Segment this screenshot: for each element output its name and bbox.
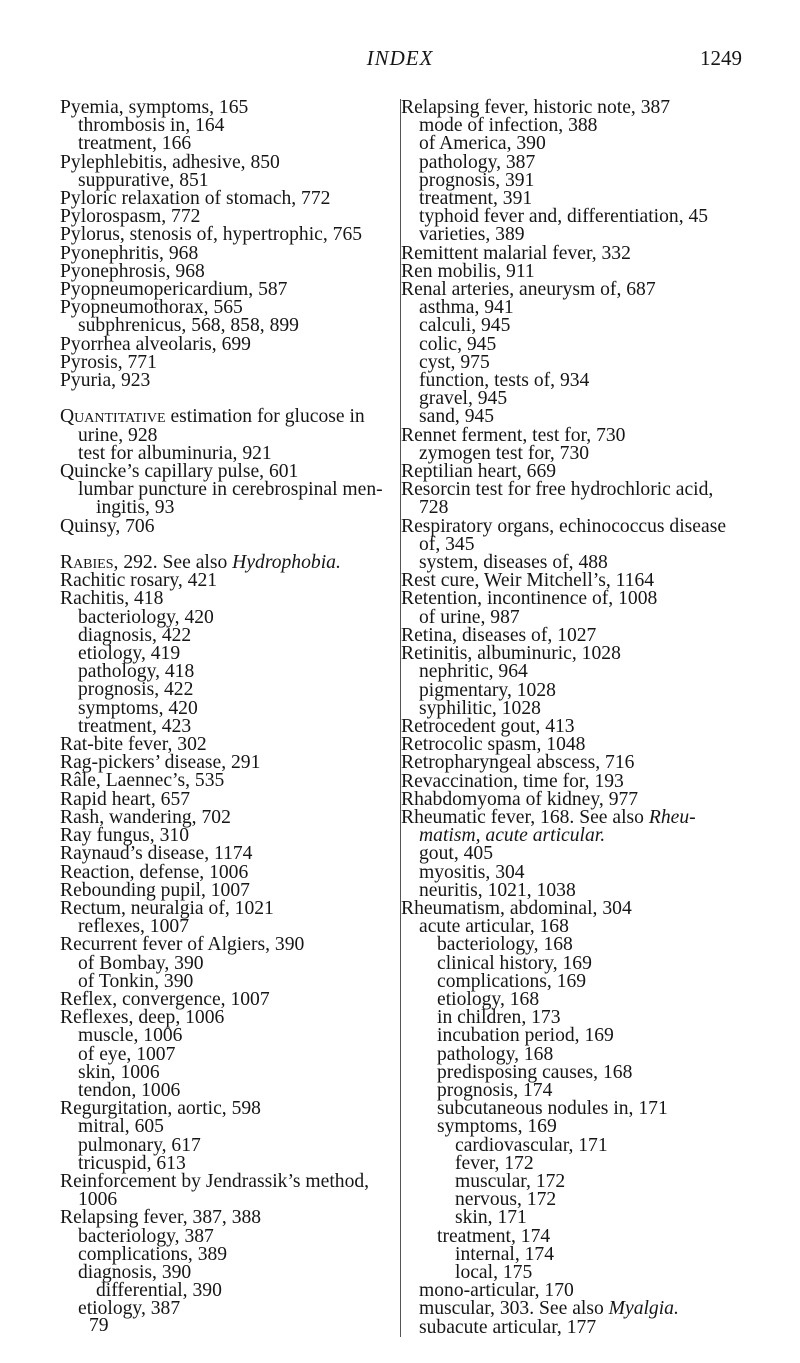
entry-text: muscular, 172 xyxy=(455,1170,566,1192)
entry-text: gravel, 945 xyxy=(419,388,508,410)
entry-text: bacteriology, 387 xyxy=(78,1225,214,1247)
entry-text: treatment, 391 xyxy=(419,188,533,210)
entry-text: Quinsy, 706 xyxy=(60,515,155,537)
entry-text: 728 xyxy=(419,497,449,519)
entry-text: etiology, 387 xyxy=(78,1298,181,1320)
entry-text: in children, 173 xyxy=(437,1007,561,1029)
entry-text: pulmonary, 617 xyxy=(78,1134,201,1156)
entry-text: test for albuminuria, 921 xyxy=(78,442,272,464)
page-number: 1249 xyxy=(700,46,742,70)
page-header xyxy=(0,46,800,76)
entry-text: fever, 172 xyxy=(455,1152,534,1174)
entry-text: Reinforcement by Jendrassik’s method, xyxy=(60,1170,370,1192)
index-entry xyxy=(60,372,390,390)
entry-text: suppurative, 851 xyxy=(78,169,209,191)
entry-text: skin, 171 xyxy=(455,1207,527,1229)
entry-text: estimation for glucose in xyxy=(165,406,365,428)
entry-text: Regurgitation, aortic, 598 xyxy=(60,1098,261,1120)
entry-cross-reference: matism, acute articular. xyxy=(419,825,606,847)
entry-text: nervous, 172 xyxy=(455,1189,557,1211)
entry-text: Pyemia, symptoms, 165 xyxy=(60,97,249,118)
entry-text: Relapsing fever, historic note, 387 xyxy=(401,97,671,118)
entry-text: reflexes, 1007 xyxy=(78,916,189,938)
index-entry xyxy=(401,481,751,499)
index-subentry xyxy=(401,1152,751,1174)
entry-text: system, diseases of, 488 xyxy=(419,552,608,574)
entry-text: Rebounding pupil, 1007 xyxy=(60,879,250,901)
entry-text: Rhabdomyoma of kidney, 977 xyxy=(401,788,639,810)
entry-text: diagnosis, 390 xyxy=(78,1261,192,1283)
entry-text: Reptilian heart, 669 xyxy=(401,461,557,483)
entry-text: Rest cure, Weir Mitchell’s, 1164 xyxy=(401,570,655,592)
index-subentry xyxy=(401,1170,751,1192)
entry-text: tricuspid, 613 xyxy=(78,1152,186,1174)
entry-text: pathology, 387 xyxy=(419,151,536,173)
entry-text: subcutaneous nodules in, 171 xyxy=(437,1098,668,1120)
entry-text: treatment, 166 xyxy=(78,133,192,155)
entry-text: treatment, 423 xyxy=(78,715,192,737)
entry-text: symptoms, 169 xyxy=(437,1116,557,1138)
entry-text: of Tonkin, 390 xyxy=(78,970,194,992)
entry-text: thrombosis in, 164 xyxy=(78,115,225,137)
entry-text: urine, 928 xyxy=(78,424,158,446)
entry-text: gout, 405 xyxy=(419,843,494,865)
entry-text: etiology, 419 xyxy=(78,643,181,665)
entry-text: zymogen test for, 730 xyxy=(419,442,590,464)
entry-text: colic, 945 xyxy=(419,333,497,355)
entry-text: incubation period, 169 xyxy=(437,1025,614,1047)
entry-text: mono-articular, 170 xyxy=(419,1280,574,1302)
index-subentry xyxy=(401,1134,751,1156)
entry-cross-reference: Myalgia. xyxy=(608,1298,679,1320)
entry-text: function, tests of, 934 xyxy=(419,370,590,392)
entry-text: Pylorospasm, 772 xyxy=(60,206,201,228)
entry-text: Ren mobilis, 911 xyxy=(401,260,535,282)
entry-text: Relapsing fever, 387, 388 xyxy=(60,1207,262,1229)
entry-text: 1006 xyxy=(78,1189,118,1211)
entry-text: Pyuria, 923 xyxy=(60,370,151,392)
entry-text: Retrocolic spasm, 1048 xyxy=(401,734,586,756)
entry-smallcaps-term: Quantitative xyxy=(60,406,166,428)
index-subentry xyxy=(401,1225,751,1247)
entry-text: Râle, Laennec’s, 535 xyxy=(60,770,225,792)
entry-text: Rag-pickers’ disease, 291 xyxy=(60,752,261,774)
entry-text: Rapid heart, 657 xyxy=(60,788,191,810)
entry-text: Rheumatism, abdominal, 304 xyxy=(401,897,632,919)
entry-text: Retention, incontinence of, 1008 xyxy=(401,588,658,610)
entry-text: Pyrosis, 771 xyxy=(60,351,157,373)
entry-text: tendon, 1006 xyxy=(78,1079,181,1101)
entry-text: Retropharyngeal abscess, 716 xyxy=(401,752,635,774)
index-subentry xyxy=(401,1243,751,1265)
entry-text: acute articular, 168 xyxy=(419,916,569,938)
entry-text: clinical history, 169 xyxy=(437,952,592,974)
signature-mark: 79 xyxy=(89,1315,109,1336)
entry-text: neuritis, 1021, 1038 xyxy=(419,879,576,901)
entry-text: subphrenicus, 568, 858, 899 xyxy=(78,315,299,337)
entry-text: muscular, 303. See also xyxy=(419,1298,609,1320)
entry-text: sand, 945 xyxy=(419,406,495,428)
entry-text: Rachitis, 418 xyxy=(60,588,164,610)
entry-text: of eye, 1007 xyxy=(78,1043,176,1065)
entry-text: Pyopneumopericardium, 587 xyxy=(60,279,288,301)
index-subentry xyxy=(401,1316,751,1338)
entry-text: of America, 390 xyxy=(419,133,546,155)
entry-text: Reflex, convergence, 1007 xyxy=(60,988,270,1010)
index-column-right xyxy=(400,99,751,1337)
entry-text: Ray fungus, 310 xyxy=(60,825,189,847)
entry-text: varieties, 389 xyxy=(419,224,525,246)
entry-text: Rat-bite fever, 302 xyxy=(60,734,207,756)
entry-text: prognosis, 174 xyxy=(437,1079,553,1101)
entry-text: Pyorrhea alveolaris, 699 xyxy=(60,333,251,355)
entry-text: differential, 390 xyxy=(96,1280,222,1302)
entry-text: Reaction, defense, 1006 xyxy=(60,861,249,883)
entry-text: calculi, 945 xyxy=(419,315,511,337)
entry-text: Pyonephrosis, 968 xyxy=(60,260,205,282)
entry-text: Revaccination, time for, 193 xyxy=(401,770,624,792)
entry-text: treatment, 174 xyxy=(437,1225,551,1247)
index-subentry xyxy=(60,1300,390,1318)
entry-text: syphilitic, 1028 xyxy=(419,697,541,719)
entry-text: pigmentary, 1028 xyxy=(419,679,556,701)
entry-text: cardiovascular, 171 xyxy=(455,1134,608,1156)
entry-text: pathology, 168 xyxy=(437,1043,554,1065)
entry-text: prognosis, 391 xyxy=(419,169,535,191)
entry-text: ingitis, 93 xyxy=(96,497,175,519)
entry-text: Rash, wandering, 702 xyxy=(60,806,231,828)
entry-smallcaps-term: Rabies xyxy=(60,552,114,574)
entry-text: nephritic, 964 xyxy=(419,661,528,683)
entry-text: Remittent malarial fever, 332 xyxy=(401,242,631,264)
entry-text: Rectum, neuralgia of, 1021 xyxy=(60,897,274,919)
index-subentry xyxy=(401,1191,751,1209)
entry-text: muscle, 1006 xyxy=(78,1025,183,1047)
entry-text: asthma, 941 xyxy=(419,297,514,319)
entry-text: cyst, 975 xyxy=(419,351,490,373)
entry-text: myositis, 304 xyxy=(419,861,525,883)
entry-text: symptoms, 420 xyxy=(78,697,198,719)
entry-text: Rheumatic fever, 168. See also xyxy=(401,806,649,828)
entry-text: subacute articular, 177 xyxy=(419,1316,597,1338)
entry-cross-reference: Rheu- xyxy=(648,806,696,828)
entry-text: mode of infection, 388 xyxy=(419,115,598,137)
entry-text: mitral, 605 xyxy=(78,1116,164,1138)
entry-text: Recurrent fever of Algiers, 390 xyxy=(60,934,305,956)
entry-text: Pyonephritis, 968 xyxy=(60,242,199,264)
entry-text: Respiratory organs, echinococcus disease xyxy=(401,515,727,537)
entry-text: , 292. See also xyxy=(113,552,233,574)
entry-text: Rachitic rosary, 421 xyxy=(60,570,218,592)
entry-text: Pyloric relaxation of stomach, 772 xyxy=(60,188,331,210)
entry-text: predisposing causes, 168 xyxy=(437,1061,633,1083)
entry-text: of, 345 xyxy=(419,533,475,555)
entry-text: Quincke’s capillary pulse, 601 xyxy=(60,461,299,483)
entry-text: local, 175 xyxy=(455,1262,533,1283)
entry-text: diagnosis, 422 xyxy=(78,624,192,646)
entry-text: skin, 1006 xyxy=(78,1061,160,1083)
entry-text: bacteriology, 168 xyxy=(437,934,573,956)
entry-text: Pyopneumothorax, 565 xyxy=(60,297,243,319)
entry-text: Retina, diseases of, 1027 xyxy=(401,624,597,646)
entry-text: Retrocedent gout, 413 xyxy=(401,715,575,737)
entry-text: complications, 169 xyxy=(437,970,587,992)
index-entry xyxy=(60,515,390,537)
entry-text: prognosis, 422 xyxy=(78,679,194,701)
entry-text: typhoid fever and, differentiation, 45 xyxy=(419,206,709,228)
entry-text: pathology, 418 xyxy=(78,661,195,683)
entry-text: Resorcin test for free hydrochloric acid, xyxy=(401,479,714,501)
entry-text: Reflexes, deep, 1006 xyxy=(60,1007,225,1029)
entry-text: internal, 174 xyxy=(455,1243,555,1265)
entry-text: complications, 389 xyxy=(78,1243,228,1265)
entry-text: Pylephlebitis, adhesive, 850 xyxy=(60,151,280,173)
entry-text: Raynaud’s disease, 1174 xyxy=(60,843,253,865)
entry-text: etiology, 168 xyxy=(437,988,540,1010)
entry-text: lumbar puncture in cerebrospinal men- xyxy=(78,479,383,501)
entry-text: Rennet ferment, test for, 730 xyxy=(401,424,626,446)
running-title: INDEX xyxy=(366,46,434,70)
entry-text: of Bombay, 390 xyxy=(78,952,204,974)
entry-text: bacteriology, 420 xyxy=(78,606,214,628)
entry-text: Retinitis, albuminuric, 1028 xyxy=(401,643,621,665)
entry-text: Pylorus, stenosis of, hypertrophic, 765 xyxy=(60,224,363,246)
index-column-left xyxy=(60,99,390,1319)
entry-cross-reference: Hydrophobia. xyxy=(232,552,341,574)
entry-text: of urine, 987 xyxy=(419,606,520,628)
entry-text: Renal arteries, aneurysm of, 687 xyxy=(401,279,656,301)
